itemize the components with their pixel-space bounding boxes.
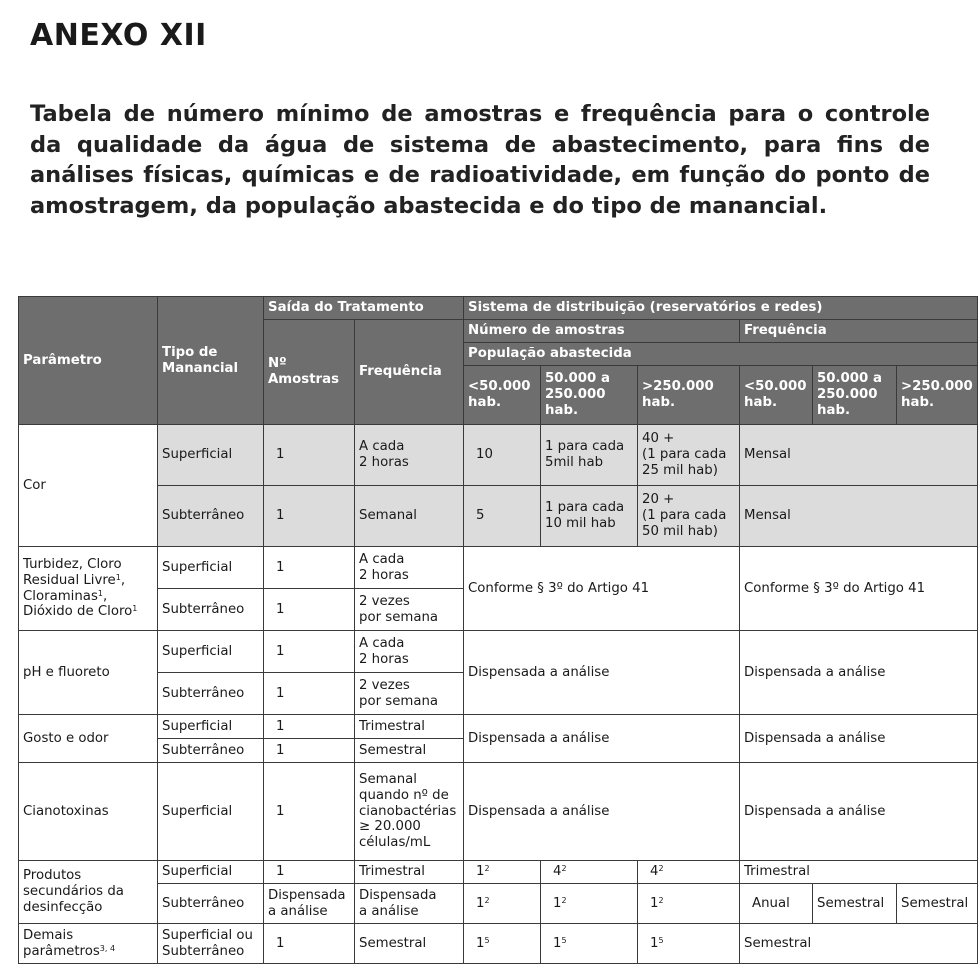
annex-heading: ANEXO XII xyxy=(30,18,207,53)
dist-b-cell: $1^2$ xyxy=(541,884,638,924)
n-cell: 1 xyxy=(264,739,355,763)
tipo-cell: Subterrâneo xyxy=(158,486,264,547)
freq-dist-merged-cell: Conforme § 3º do Artigo 41 xyxy=(740,547,978,631)
dist-c-cell: 40 + (1 para cada 25 mil hab) xyxy=(638,425,740,486)
n-cell: 1 xyxy=(264,715,355,739)
header-freq-gt250k: >250.000 hab. xyxy=(897,366,978,425)
freq-dist-c-cell: Semestral xyxy=(897,884,978,924)
freq-cell: Trimestral xyxy=(355,861,464,884)
tipo-cell: Subterrâneo xyxy=(158,589,264,631)
freq-dist-cell: Semestral xyxy=(740,924,978,964)
document-title: Tabela de número mínimo de amostras e frequência para o controle da qualidade da água de sistema de abastecimento, para fins de análises físicas, químicas e de radioatividade, em função do ponto de amostragem, da população abastecida e do tipo de manancial. xyxy=(30,101,930,219)
freq-dist-merged-cell: Dispensada a análise xyxy=(740,631,978,715)
freq-cell: 2 vezes por semana xyxy=(355,673,464,715)
header-numero-amostras: Número de amostras xyxy=(464,320,740,343)
tipo-cell: Superficial xyxy=(158,425,264,486)
header-populacao: População abastecida xyxy=(464,343,978,366)
param-turbidez: Turbidez, Cloro Residual Livre$^1$, Cloraminas$^1$, Dióxido de Cloro$^1$ xyxy=(19,547,158,631)
freq-dist-cell: Mensal xyxy=(740,425,978,486)
sampling-table xyxy=(18,296,978,964)
n-cell: 1 xyxy=(264,486,355,547)
table-row xyxy=(19,861,978,884)
param-ph: pH e fluoreto xyxy=(19,631,158,715)
header-frequencia-distribuicao: Frequência xyxy=(740,320,978,343)
dist-b-cell: 1 para cada 5mil hab xyxy=(541,425,638,486)
table-row xyxy=(19,547,978,589)
param-gosto: Gosto e odor xyxy=(19,715,158,763)
dist-merged-cell: Dispensada a análise xyxy=(464,715,740,763)
header-freq-50k-250k: 50.000 a 250.000 hab. xyxy=(813,366,897,425)
freq-dist-cell: Mensal xyxy=(740,486,978,547)
freq-cell: 2 vezes por semana xyxy=(355,589,464,631)
freq-dist-b-cell: Semestral xyxy=(813,884,897,924)
freq-cell: Semanal xyxy=(355,486,464,547)
dist-b-cell: 1 para cada 10 mil hab xyxy=(541,486,638,547)
n-cell: Dispensada a análise xyxy=(264,884,355,924)
dist-merged-cell: Dispensada a análise xyxy=(464,763,740,861)
param-demais: Demais parâmetros$^{3, 4}$ xyxy=(19,924,158,964)
freq-cell: A cada 2 horas xyxy=(355,631,464,673)
dist-a-cell: 5 xyxy=(464,486,541,547)
dist-merged-cell: Conforme § 3º do Artigo 41 xyxy=(464,547,740,631)
tipo-cell: Superficial xyxy=(158,763,264,861)
tipo-cell: Superficial xyxy=(158,861,264,884)
header-pop-lt50k: <50.000 hab. xyxy=(464,366,541,425)
freq-dist-merged-cell: Dispensada a análise xyxy=(740,763,978,861)
tipo-cell: Subterrâneo xyxy=(158,673,264,715)
table-row xyxy=(19,425,978,486)
table-row xyxy=(19,924,978,964)
n-cell: 1 xyxy=(264,763,355,861)
header-tipo-manancial: Tipo de Manancial xyxy=(158,297,264,425)
table-row xyxy=(19,884,978,924)
tipo-cell: Superficial xyxy=(158,547,264,589)
tipo-cell: Superficial xyxy=(158,631,264,673)
header-parametro: Parâmetro xyxy=(19,297,158,425)
table-row xyxy=(19,486,978,547)
header-n-amostras: Nº Amostras xyxy=(264,320,355,425)
tipo-cell: Superficial ou Subterrâneo xyxy=(158,924,264,964)
freq-cell: A cada 2 horas xyxy=(355,547,464,589)
freq-cell: Semanal quando nº de cianobactérias ≥ 20.000 células/mL xyxy=(355,763,464,861)
freq-cell: Dispensada a análise xyxy=(355,884,464,924)
freq-dist-a-cell: Anual xyxy=(740,884,813,924)
table-row xyxy=(19,631,978,673)
dist-a-cell: $1^2$ xyxy=(464,884,541,924)
dist-c-cell: 20 + (1 para cada 50 mil hab) xyxy=(638,486,740,547)
header-frequencia: Frequência xyxy=(355,320,464,425)
freq-cell: A cada 2 horas xyxy=(355,425,464,486)
n-cell: 1 xyxy=(264,673,355,715)
n-cell: 1 xyxy=(264,547,355,589)
tipo-cell: Subterrâneo xyxy=(158,739,264,763)
n-cell: 1 xyxy=(264,631,355,673)
table-row xyxy=(19,715,978,739)
freq-cell: Semestral xyxy=(355,739,464,763)
dist-c-cell: $1^2$ xyxy=(638,884,740,924)
dist-a-cell: $1^2$ xyxy=(464,861,541,884)
n-cell: 1 xyxy=(264,589,355,631)
table-row xyxy=(19,763,978,861)
dist-c-cell: $1^5$ xyxy=(638,924,740,964)
n-cell: 1 xyxy=(264,425,355,486)
header-pop-50k-250k: 50.000 a 250.000 hab. xyxy=(541,366,638,425)
tipo-cell: Subterrâneo xyxy=(158,884,264,924)
header-freq-lt50k: <50.000 hab. xyxy=(740,366,813,425)
tipo-cell: Superficial xyxy=(158,715,264,739)
freq-cell: Trimestral xyxy=(355,715,464,739)
n-cell: 1 xyxy=(264,924,355,964)
param-cor: Cor xyxy=(19,425,158,547)
header-saida-tratamento: Saída do Tratamento xyxy=(264,297,464,320)
header-sistema-distribuicao: Sistema de distribuição (reservatórios e redes) xyxy=(464,297,978,320)
freq-cell: Semestral xyxy=(355,924,464,964)
freq-dist-cell: Trimestral xyxy=(740,861,978,884)
dist-b-cell: $4^2$ xyxy=(541,861,638,884)
dist-merged-cell: Dispensada a análise xyxy=(464,631,740,715)
freq-dist-merged-cell: Dispensada a análise xyxy=(740,715,978,763)
param-produtos: Produtos secundários da desinfecção xyxy=(19,861,158,924)
param-cianotoxinas: Cianotoxinas xyxy=(19,763,158,861)
dist-c-cell: $4^2$ xyxy=(638,861,740,884)
dist-a-cell: $1^5$ xyxy=(464,924,541,964)
dist-a-cell: 10 xyxy=(464,425,541,486)
n-cell: 1 xyxy=(264,861,355,884)
header-pop-gt250k: >250.000 hab. xyxy=(638,366,740,425)
dist-b-cell: $1^5$ xyxy=(541,924,638,964)
